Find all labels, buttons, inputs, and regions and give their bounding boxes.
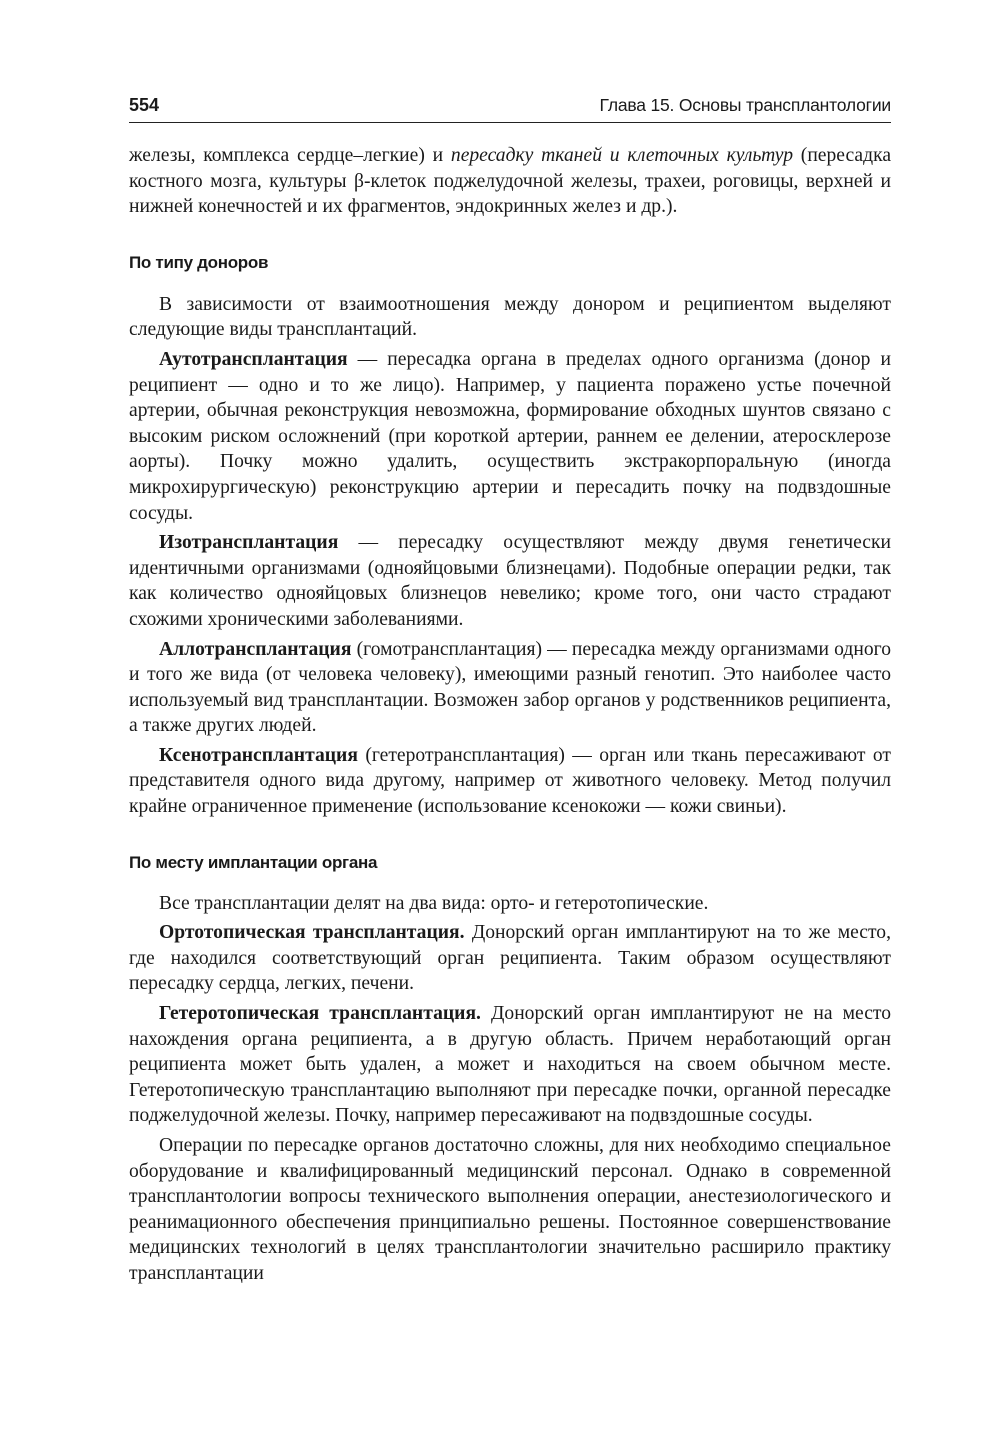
xenotransplant-text: (гетеротрансплантация) — орган или ткань пересаживают от представителя одного вида другому, например от животного человеку. Метод получил крайне ограниченное применение (использование ксенокожи — кожи свиньи). [129,744,891,818]
allotransplant-term: Аллотрансплантация [159,638,352,660]
orthotopic-text: Донорский орган имплантируют на то же место, где находился соответствующий орган реципиента. Таким образом осуществляют пересадку сердца, легких, печени. [129,922,891,995]
autotransplant-text: — пересадка органа в пределах одного организма (донор и реципиент — одно и то же лицо). Например, у пациента поражено устье почечной артерии, обычная реконструкция невозможна, формирование обходных шунтов связано с высоким риском осложнений (при короткой артерии, раннем ее делении, атеросклерозе аорты). Почку можно удалить, осуществить экстракорпоральную (иногда микрохирургическую) реконструкцию артерии и пересадить почку на подвздошные сосуды. [129,348,891,524]
intro-italic-phrase: пересадку тканей и клеточных культур [450,145,794,166]
page-body [129,143,891,1287]
autotransplant-paragraph [129,347,891,526]
isotransplant-text: — пересадку осуществляют между двумя генетически идентичными организмами (однояйцовыми близнецами). Подобные операции редки, так как количество однояйцовых близнецов невелико; кроме того, они часто страдают схожими хроническими заболеваниями. [129,532,891,630]
intro-text-1: железы, комплекса сердце–легкие) и [129,145,451,166]
running-head: Глава 15. Основы трансплантологии [599,95,891,115]
autotransplant-term: Аутотрансплантация [159,348,348,370]
section-heading-placement: По месту имплантации органа [129,852,378,872]
placement-intro-paragraph: Все трансплантации делят на два вида: орто- и гетеротопические. [159,892,709,914]
heterotopic-text: Донорский орган имплантируют не на место нахождения органа реципиента, а в другую область. Причем неработающий орган реципиента может быть удален, а может и находиться на своем обычном месте. Гетеротопическую трансплантацию выполняют при пересадке почки, органной пересадке поджелудочной железы. Почку, например пересаживают на подвздошные сосуды. [129,1003,891,1127]
page-header [129,92,891,123]
xenotransplant-paragraph [129,743,891,820]
orthotopic-paragraph [129,920,891,997]
allotransplant-paragraph [129,637,891,739]
orthotopic-term: Ортотопическая трансплантация. [159,922,465,944]
isotransplant-term: Изотрансплантация [159,532,339,554]
heterotopic-term: Гетеротопическая трансплантация. [159,1003,481,1025]
page-number: 554 [129,95,160,115]
donors-intro-paragraph: В зависимости от взаимоотношения между донором и реципиентом выделяют следующие виды трансплантаций. [129,293,891,341]
section-heading-donors: По типу доноров [129,252,269,272]
heterotopic-paragraph [129,1001,891,1129]
xenotransplant-term: Ксенотрансплантация [159,744,358,766]
isotransplant-paragraph [129,530,891,632]
intro-paragraph [129,143,891,220]
intro-text-2: (пересадка костного мозга, культуры β-клеток поджелудочной железы, трахеи, роговицы, верхней и нижней конечностей и их фрагментов, эндокринных желез и др.). [129,145,892,218]
allotransplant-text: (гомотрансплантация) — пересадка между организмами одного и того же вида (от человека человеку), имеющими разный генотип. Это наиболее часто используемый вид трансплантации. Возможен забор органов у родственников реципиента, а также других людей. [129,638,891,737]
closing-paragraph: Операции по пересадке органов достаточно сложны, для них необходимо специальное оборудование и квалифицированный медицинский персонал. Однако в современной трансплантологии вопросы технического выполнения операции, анестезиологического и реанимационного обеспечения принципиально решены. Постоянное совершенствование медицинских технологий в целях трансплантологии значительно расширило практику трансплантации [129,1135,891,1284]
